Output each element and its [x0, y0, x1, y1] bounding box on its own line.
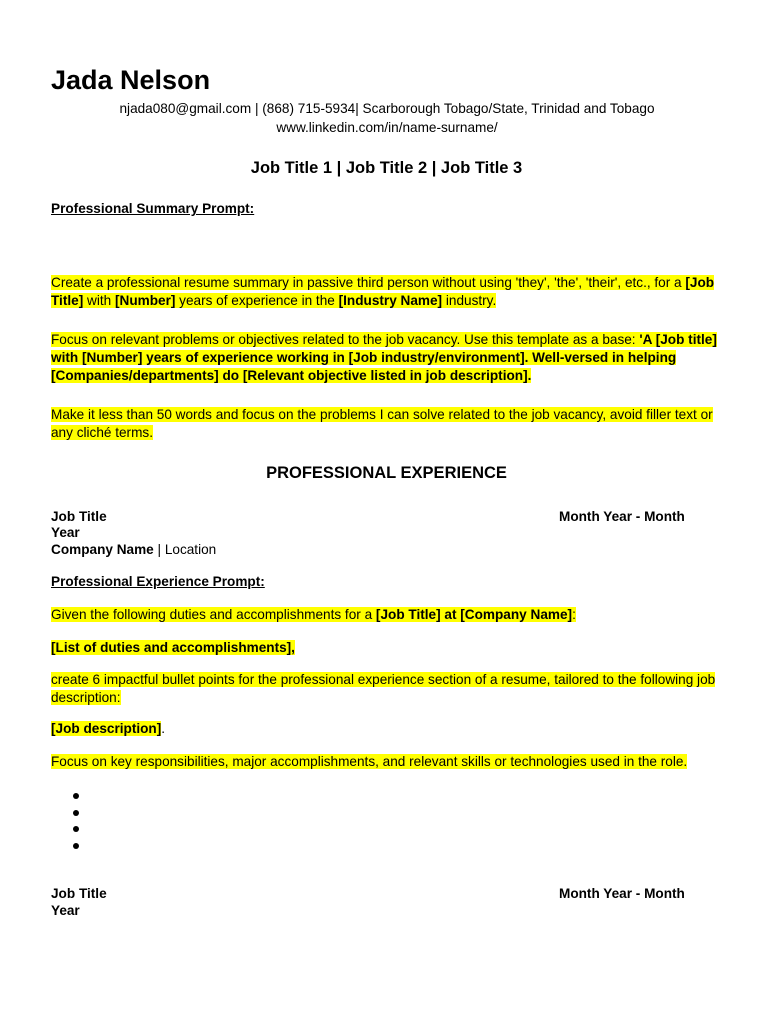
job2-date: Month Year - Month: [559, 886, 685, 901]
job1-title-text: Job Title: [51, 509, 107, 524]
summary-paragraph-2: [51, 331, 721, 385]
prompt-p1-colon: :: [572, 607, 576, 622]
summary-paragraph-3: [51, 406, 721, 442]
summary-p1-job-title: [Job Title]: [51, 275, 715, 308]
job2-date-year-text: Year: [51, 903, 80, 918]
experience-prompt-p1: [51, 606, 721, 624]
prompt-job-description: [Job description]: [51, 721, 162, 736]
job2-title-text: Job Title: [51, 886, 107, 901]
summary-heading: Professional Summary Prompt:: [51, 201, 255, 216]
summary-p2-text: Focus on relevant problems or objectives related to the job vacancy. Use this template as a base:: [51, 332, 640, 347]
experience-heading: PROFESSIONAL EXPERIENCE: [266, 464, 507, 482]
summary-paragraph-1: [51, 274, 721, 310]
summary-p2-template: 'A [Job title] with [Number] years of experience working in [Job industry/environment]. Well-versed in helping [Companies/departments] do [Relevant objective listed in job description].: [51, 332, 717, 383]
prompt-p5-text: Focus on key responsibilities, major accomplishments, and relevant skills or technologies used in the role.: [51, 754, 688, 769]
candidate-name: Jada Nelson: [51, 65, 211, 95]
prompt-p4-period: .: [161, 721, 166, 736]
summary-p1-number: [Number]: [114, 293, 176, 308]
summary-p1-industry: [Industry Name]: [338, 293, 443, 308]
summary-p3-text: Make it less than 50 words and focus on the problems I can solve related to the job vacancy, avoid filler text or any cliché terms.: [51, 407, 713, 440]
job1-date-year: [51, 524, 721, 542]
contact-info: njada080@gmail.com | (868) 715-5934| Scarborough Tobago/State, Trinidad and Tobago: [119, 101, 655, 116]
job1-location: | Location: [153, 542, 217, 557]
experience-prompt-heading: Professional Experience Prompt:: [51, 574, 265, 589]
job2-date-year: [51, 902, 721, 920]
job-titles: Job Title 1 | Job Title 2 | Job Title 3: [250, 159, 523, 177]
prompt-p3-text: create 6 impactful bullet points for the professional experience section of a resume, tailored to the following job description:: [51, 672, 716, 705]
job1-company-name: Company Name: [51, 542, 154, 557]
bullet-list: [72, 787, 80, 853]
summary-p1-text: with: [83, 293, 115, 308]
bullet-point: [72, 820, 80, 837]
summary-p1-text: industry.: [442, 293, 497, 308]
experience-prompt-p2: [51, 639, 721, 657]
bullet-point: [72, 837, 80, 854]
experience-prompt-p4: [51, 720, 721, 738]
job1-date-year-text: Year: [51, 525, 80, 540]
bullet-point: [72, 787, 80, 804]
job1-date: Month Year - Month: [559, 509, 685, 524]
prompt-p1-job: [Job Title] at [Company Name]: [375, 607, 573, 622]
summary-p1-text: Create a professional resume summary in passive third person without using 'they', 'the', 'their', etc., for a: [51, 275, 686, 290]
prompt-duties: [List of duties and accomplishments],: [51, 640, 295, 655]
bullet-point: [72, 804, 80, 821]
job1-company: [51, 541, 721, 559]
linkedin-url: www.linkedin.com/in/name-surname/: [276, 120, 498, 135]
experience-prompt-p5: [51, 753, 721, 771]
summary-p1-text: years of experience in the: [175, 293, 339, 308]
prompt-p1-text: Given the following duties and accomplishments for a: [51, 607, 376, 622]
experience-prompt-p3: [51, 671, 721, 707]
